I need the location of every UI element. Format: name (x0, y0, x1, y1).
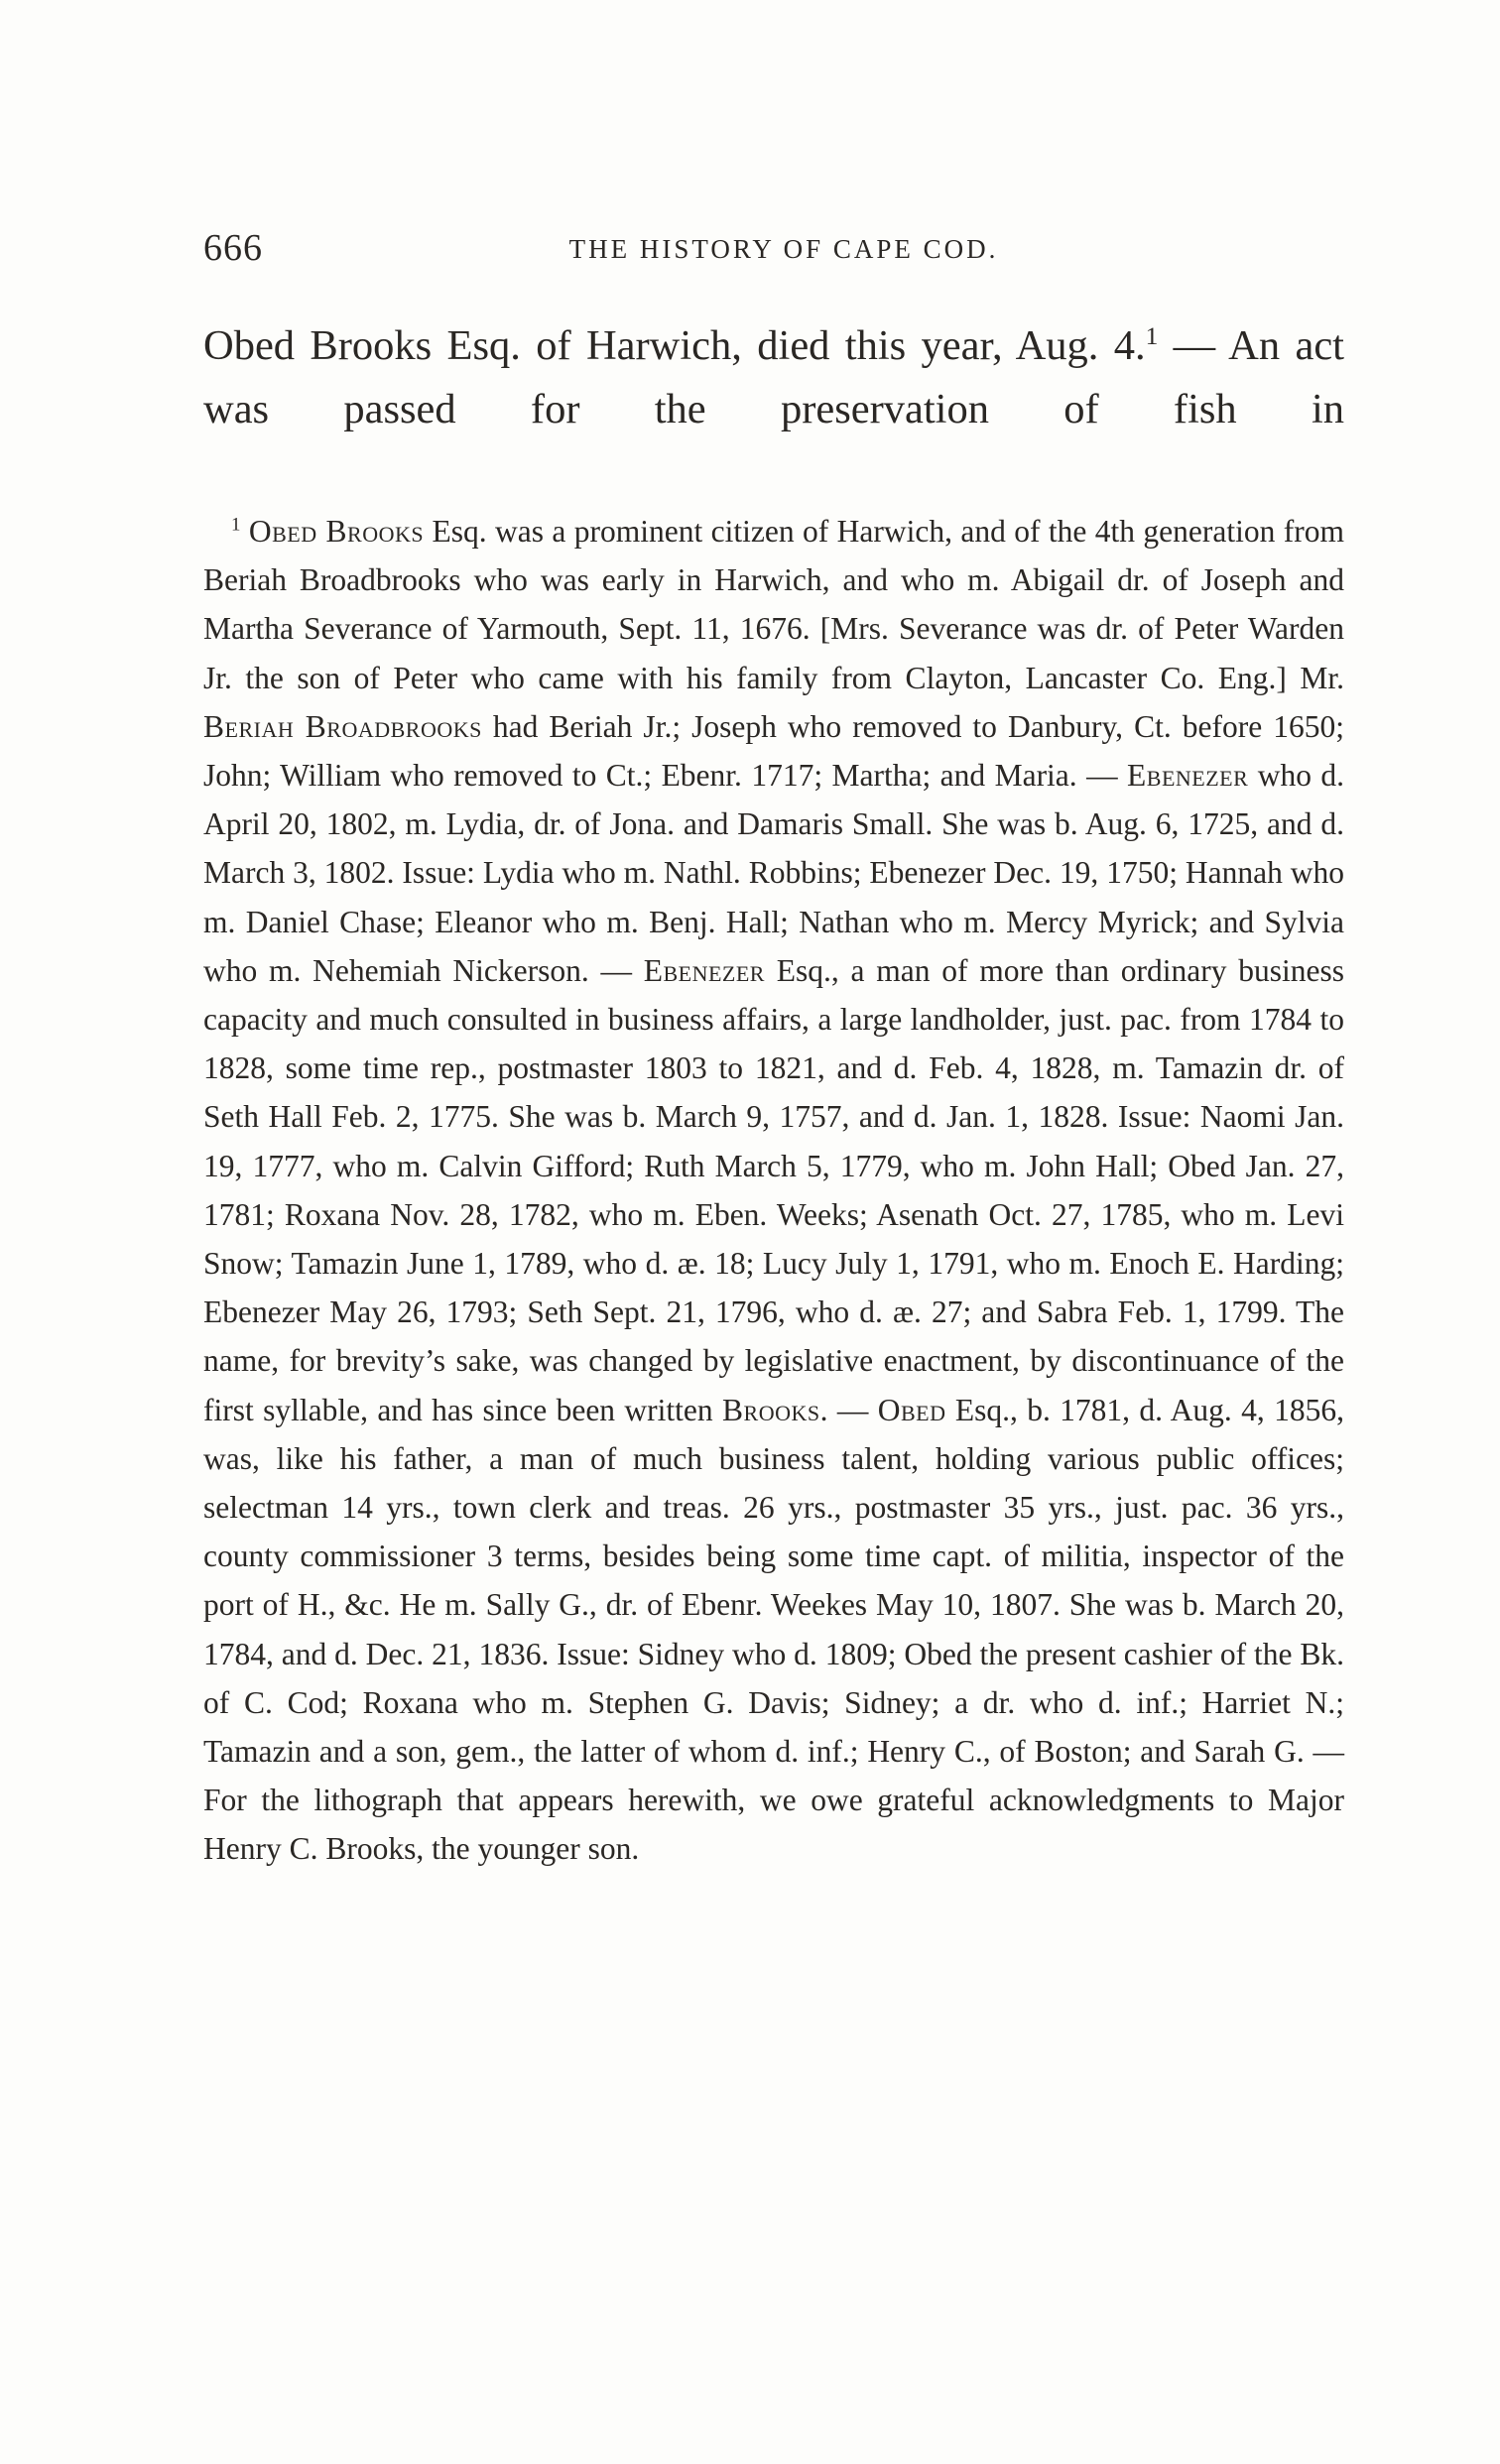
running-title: THE HISTORY OF CAPE COD. (568, 234, 999, 264)
footnote-text: who d. April 20, 1802, m. Lydia, dr. of Jona. and Damaris Small. She was b. Aug. 6, 1725, and d. March 3, 1802. Issue: Lydia who m. Nathl. Robbins; Ebenezer Dec. 19, 1750; Hannah who m. Daniel Chase; Eleanor who m. Benj. Hall; Nathan who m. Mercy Myrick; and Sylvia who m. Nehemiah Nickerson. — (203, 758, 1344, 988)
footnote-text: Esq., a man of more than ordinary business capacity and much consulted in business affairs, a large landholder, just. pac. from 1784 to 1828, some time rep., postmaster 1803 to 1821, and d. Feb. 4, 1828, m. Tamazin dr. of Seth Hall Feb. 2, 1775. She was b. March 9, 1757, and d. Jan. 1, 1828. Issue: Naomi Jan. 19, 1777, who m. Calvin Gifford; Ruth March 5, 1779, who m. John Hall; Obed Jan. 27, 1781; Roxana Nov. 28, 1782, who m. Eben. Weeks; Asenath Oct. 27, 1785, who m. Levi Snow; Tamazin June 1, 1789, who d. æ. 18; Lucy July 1, 1791, who m. Enoch E. Harding; Ebenezer May 26, 1793; Seth Sept. 21, 1796, who d. æ. 27; and Sabra Feb. 1, 1799. The name, for brevity’s sake, was changed by legislative enactment, by discontinuance of the first syllable, and has since been written (203, 952, 1344, 1427)
body-paragraph (203, 314, 1344, 441)
body-text-end: — An act was passed for the preservation of fish in (203, 322, 1344, 432)
name-ebenezer-esq: Ebenezer (643, 952, 765, 988)
footnote-text: had Beriah Jr.; Joseph who removed to Danbury, Ct. before 1650; John; William who removed to Ct.; Ebenr. 1717; Martha; and Maria. — (203, 708, 1344, 794)
footnote-paragraph (203, 507, 1344, 1874)
footnote-text: Esq. was a prominent citizen of Harwich, and of the 4th generation from Beriah Broadbrooks who was early in Harwich, and who m. Abigail dr. of Joseph and Martha Severance of Yarmouth, Sept. 11, 1676. [Mrs. Severance was dr. of Peter Warden Jr. the son of Peter who came with his family from Clayton, Lancaster Co. Eng.] Mr. (203, 514, 1344, 695)
body-text-start: Obed Brooks Esq. of Harwich, died this year, Aug. 4. (203, 322, 1146, 369)
footnote-marker: 1 (231, 514, 241, 536)
footnote-reference: 1 (1145, 320, 1159, 350)
footnote-text: Esq., b. 1781, d. Aug. 4, 1856, was, like his father, a man of much business talent, holding various public offices; selectman 14 yrs., town clerk and treas. 26 yrs., postmaster 35 yrs., just. pac. 36 yrs., county commissioner 3 terms, besides being some time capt. of militia, inspector of the port of H., &c. He m. Sally G., dr. of Ebenr. Weekes May 10, 1807. She was b. March 20, 1784, and d. Dec. 21, 1836. Issue: Sidney who d. 1809; Obed the present cashier of the Bk. of C. Cod; Roxana who m. Stephen G. Davis; Sidney; a dr. who d. inf.; Harriet N.; Tamazin and a son, gem., the latter of whom d. inf.; Henry C., of Boston; and Sarah G. — For the lithograph that appears herewith, we owe grateful acknowledgments to Major Henry C. Brooks, the younger son. (203, 1392, 1345, 1867)
footnote-text: . — (819, 1392, 878, 1427)
running-head (203, 220, 1344, 276)
name-obed-brooks: Obed Brooks (248, 514, 425, 549)
name-beriah-broadbrooks: Beriah Broadbrooks (203, 708, 482, 744)
name-obed: Obed (877, 1392, 946, 1427)
page-number: 666 (203, 227, 263, 269)
name-ebenezer: Ebenezer (1127, 758, 1249, 794)
name-brooks: Brooks (722, 1392, 820, 1427)
footnote (203, 507, 1344, 1874)
